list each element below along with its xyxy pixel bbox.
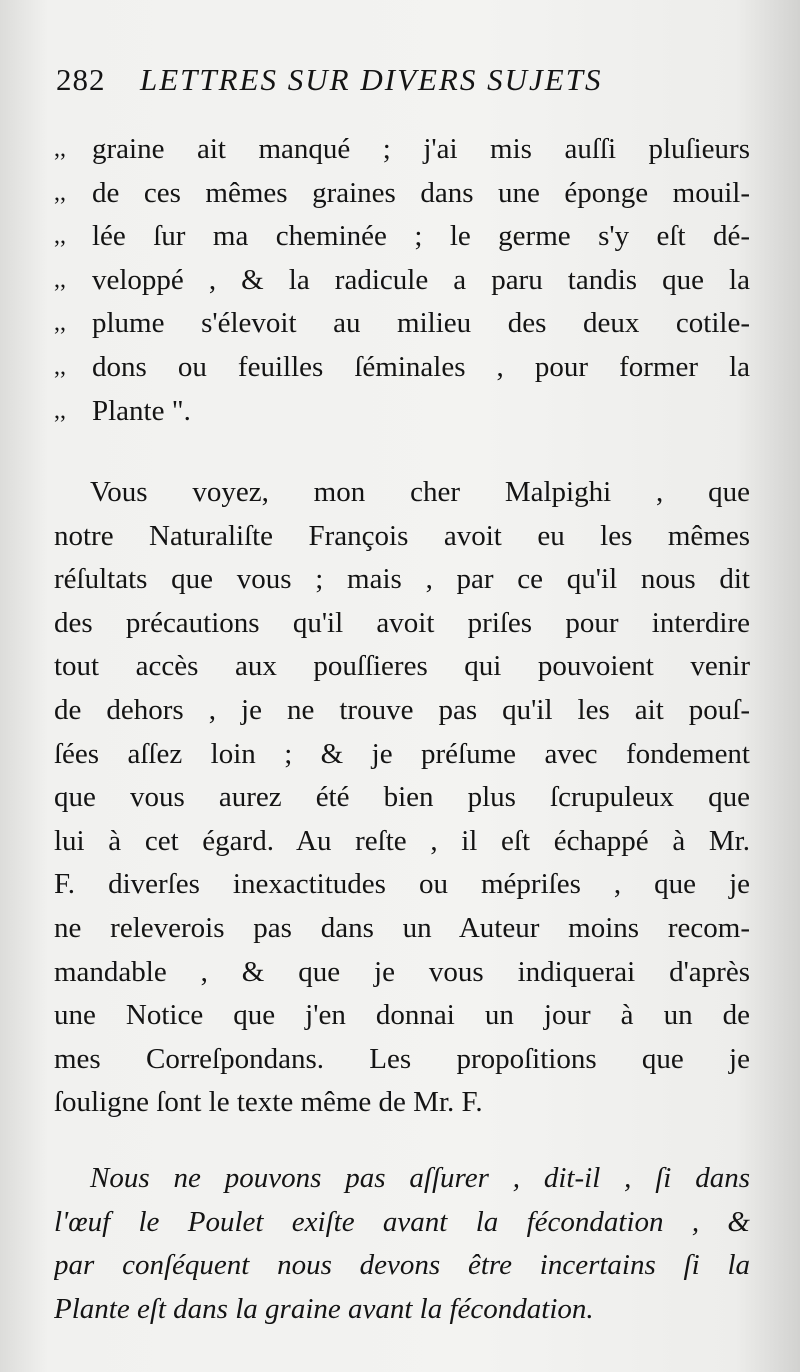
text-line: Nous ne pouvons pas aſſurer , dit-il , ſi dans: [90, 1162, 750, 1194]
page-number: 282: [56, 62, 106, 97]
text-line: mes Correſpondans. Les propoſitions que je: [54, 1042, 750, 1075]
quote-line: ,, de ces mêmes graines dans une éponge mouil-: [54, 172, 750, 216]
quote-mark: ,,: [54, 136, 66, 162]
text-line: réſultats que vous ; mais , par ce qu'il nous dit: [54, 563, 750, 596]
quote-line: ,, plume s'élevoit au milieu des deux cotile-: [54, 302, 750, 346]
text-line: par conſéquent nous devons être incertains ſi la: [54, 1249, 750, 1282]
page-header: [56, 62, 746, 112]
quote-line: ,, Plante ".: [54, 390, 750, 434]
text-line: mandable , & que je vous indiquerai d'après: [54, 955, 750, 988]
text-line: des précautions qu'il avoit priſes pour interdire: [54, 606, 750, 639]
text-line: Vous voyez, mon cher Malpighi , que: [90, 476, 750, 508]
quote-mark: ,,: [54, 310, 66, 337]
text-line: notre Naturaliſte François avoit eu les mêmes: [54, 519, 750, 552]
text-line: une Notice que j'en donnai un jour à un de: [54, 999, 750, 1032]
quote-mark: ,,: [54, 179, 66, 206]
paragraph: [54, 471, 750, 1125]
text-line: de dehors , je ne trouve pas qu'il les ait pouſ-: [54, 693, 750, 726]
quote-line: ,, dons ou feuilles ſéminales , pour former la: [54, 346, 750, 390]
text-line: ſouligne ſont le texte même de Mr. F.: [54, 1086, 483, 1119]
italic-paragraph: [54, 1157, 750, 1331]
text-line: F. diverſes inexactitudes ou mépriſes , que je: [54, 868, 750, 901]
quote-mark: ,,: [54, 397, 66, 424]
quote-mark: ,,: [54, 266, 66, 293]
text-line: l'œuf le Poulet exiſte avant la fécondation , &: [54, 1205, 750, 1238]
quote-line: ,, graine ait manqué ; j'ai mis auſſi pluſieurs: [54, 128, 750, 172]
text-line: Plante eſt dans la graine avant la fécondation.: [54, 1292, 594, 1325]
text-line: tout accès aux pouſſieres qui pouvoient venir: [54, 650, 750, 683]
quotation-block: [54, 128, 750, 433]
text-line: ne releverois pas dans un Auteur moins recom-: [54, 911, 750, 944]
quote-line: ,, lée ſur ma cheminée ; le germe s'y eſt dé-: [54, 215, 750, 259]
text-line: ſées aſſez loin ; & je préſume avec fondement: [54, 737, 750, 770]
quote-mark: ,,: [54, 353, 66, 380]
quote-line: ,, veloppé , & la radicule a paru tandis que la: [54, 259, 750, 303]
text-line: lui à cet égard. Au reſte , il eſt échappé à Mr.: [54, 824, 750, 857]
text-line: que vous aurez été bien plus ſcrupuleux que: [54, 781, 750, 814]
running-head: LETTRES SUR DIVERS SUJETS: [140, 62, 603, 97]
quote-mark: ,,: [54, 223, 66, 250]
